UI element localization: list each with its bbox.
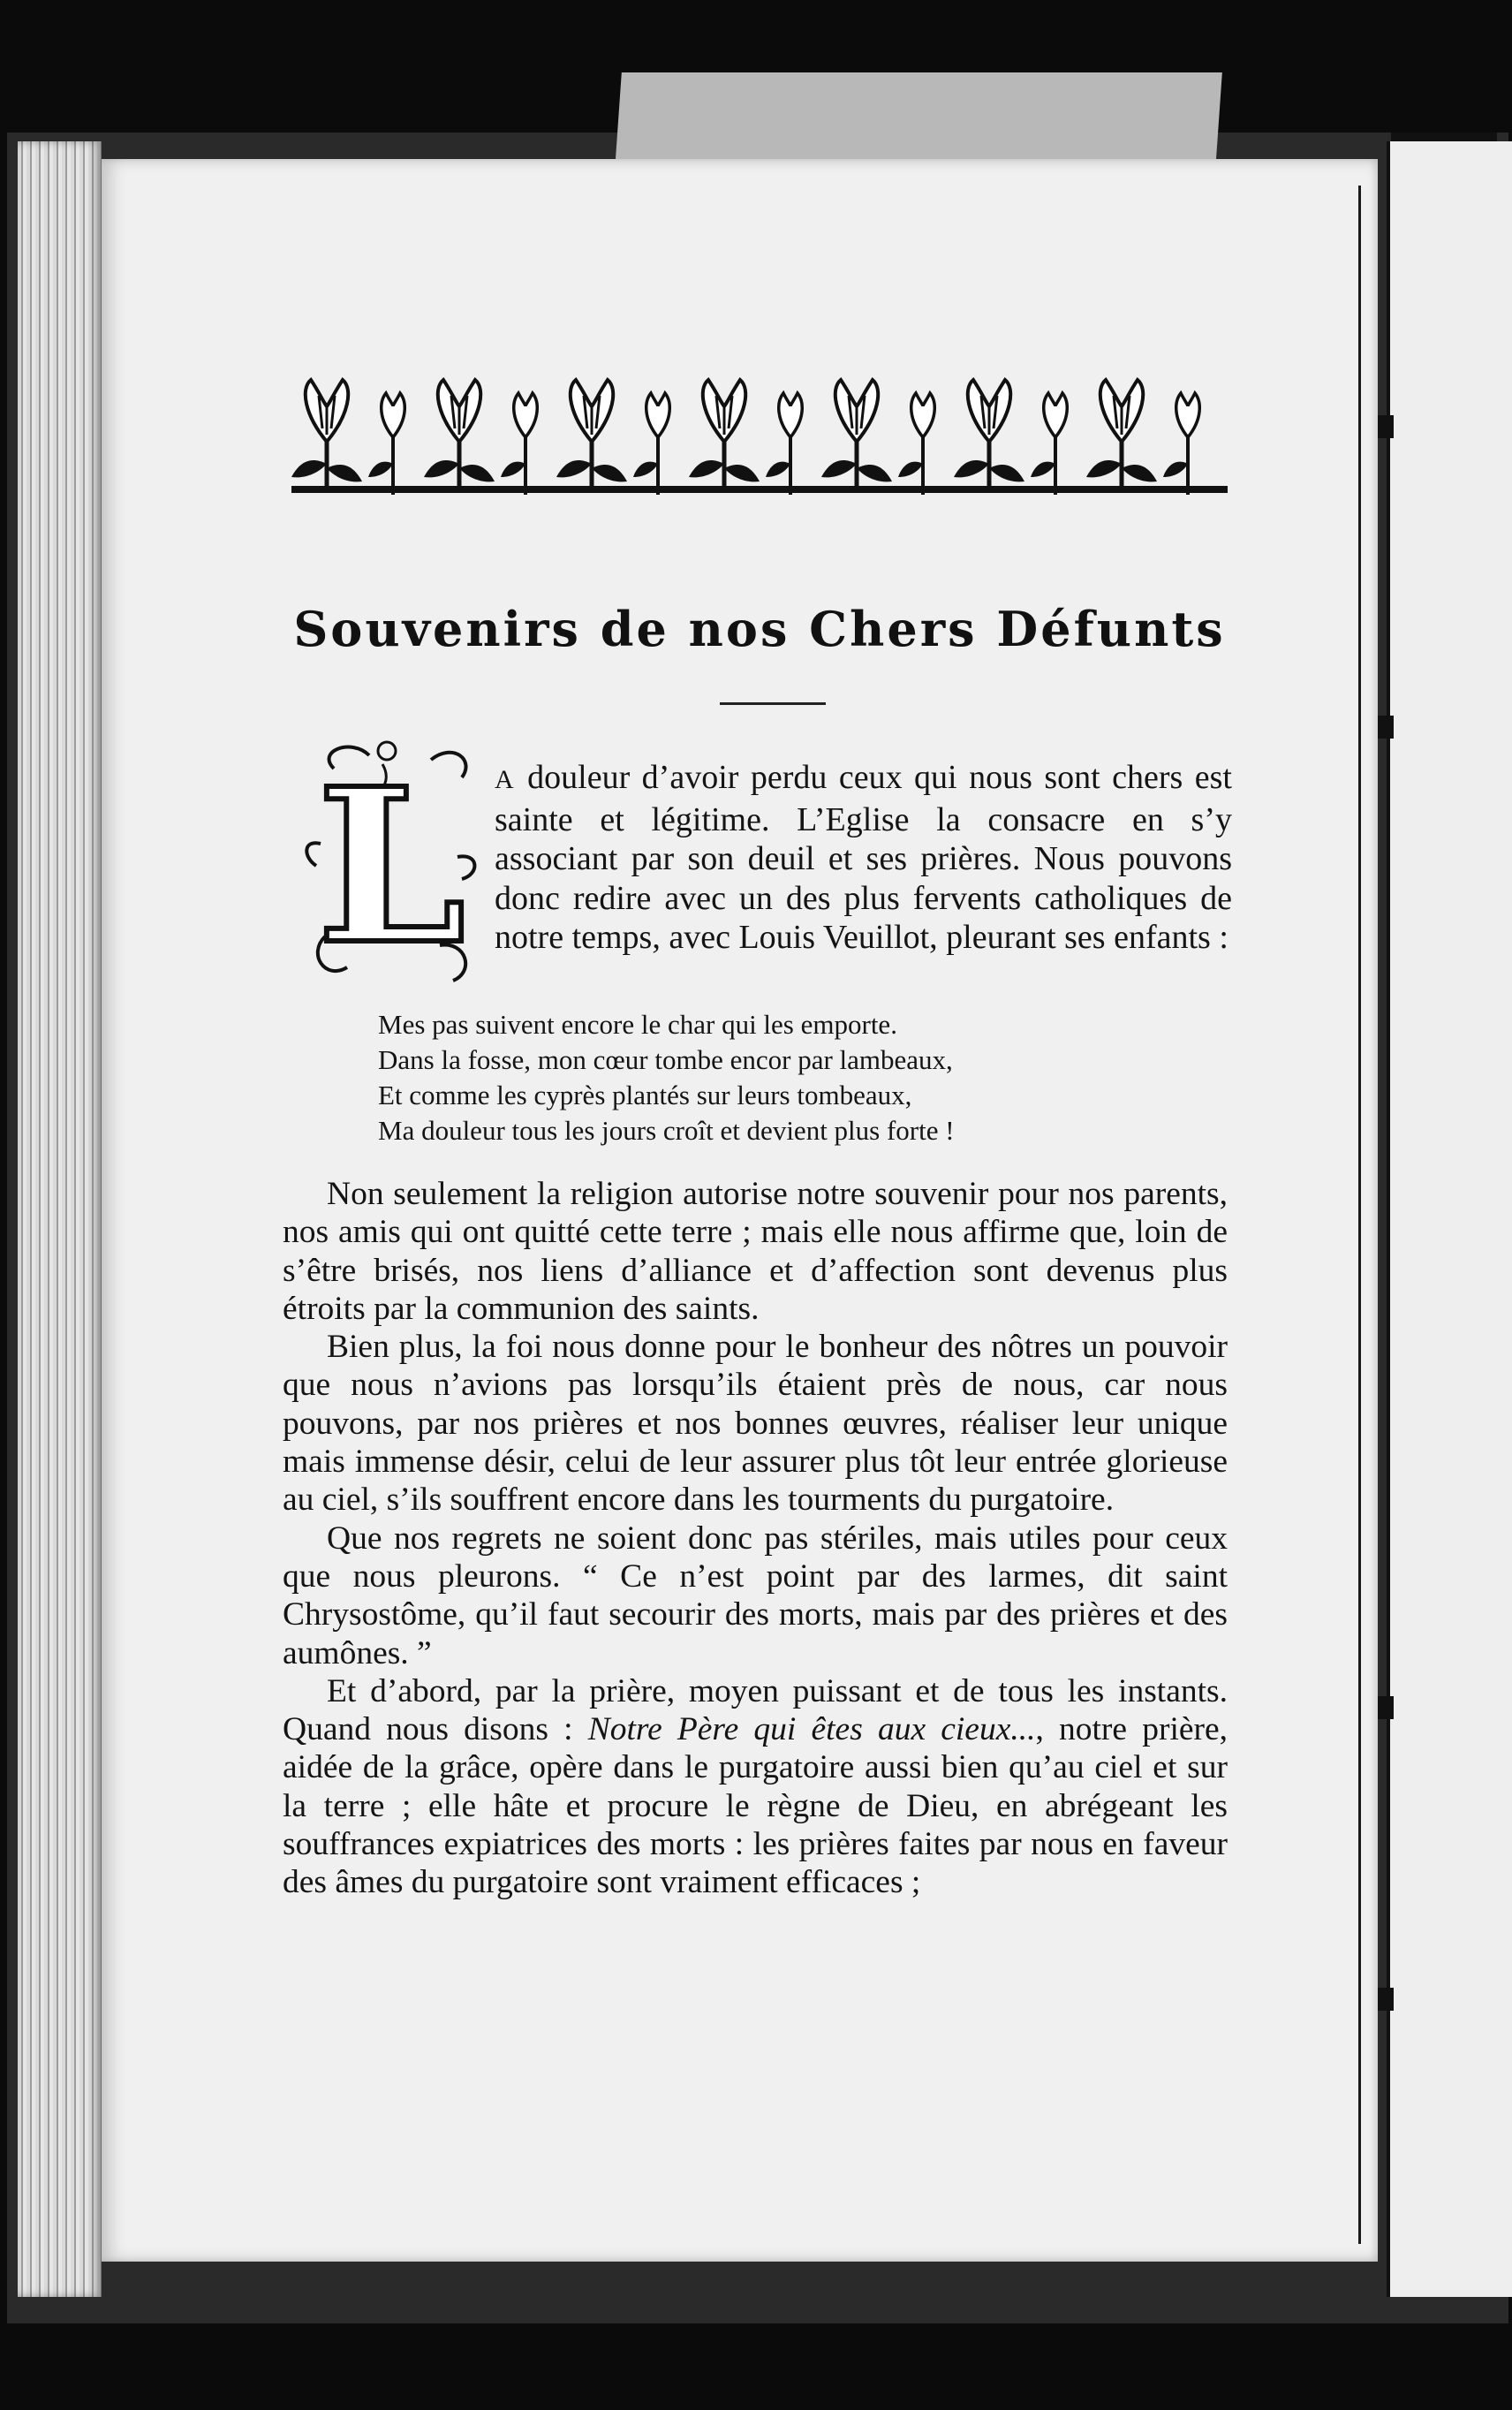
initial-letter: L [316, 742, 466, 989]
facing-page [1387, 141, 1512, 2297]
paragraph-text: Et d’abord, par la prière, moyen puissant et de tous les instants. Quand nous disons : [283, 1672, 1228, 1748]
body-text [283, 1175, 1228, 1902]
flower-motif [821, 380, 892, 486]
poem-line: Dans la fosse, mon cœur tombe encor par lambeaux, [378, 1044, 953, 1075]
intro-text: douleur d’avoir perdu ceux qui nous sont chers est sainte et légitime. L’Eglise la consacre en s’y associant par son deuil et ses prières. Nous pouvons donc redire avec un des plus fervents catholiques de notre temps, avec Louis Veuillot, pleurant ses enfants : [495, 759, 1232, 956]
page-fold-line [1358, 186, 1361, 2244]
bud-motif [501, 393, 537, 495]
page-title: Souvenirs de nos Chers Défunts [293, 601, 1226, 657]
bud-motif [898, 393, 934, 495]
flower-motif [689, 380, 760, 486]
poem-quote [378, 1007, 1191, 1148]
flower-motif [954, 380, 1024, 486]
title-divider [720, 702, 826, 705]
bud-motif [1163, 393, 1199, 495]
flower-motif [424, 380, 495, 486]
paragraph-text: , notre prière, aidée de la grâce, opère dans le purgatoire aussi bien qu’au ciel et sur la terre ; elle hâte et procure le règne de Dieu, en abrégeant les souffrances expiatrices des morts : les prières faites par nous en faveur des âmes du purgatoire sont vraiment efficaces ; [283, 1711, 1228, 1901]
bud-motif [766, 393, 802, 495]
bud-motif [1031, 393, 1067, 495]
paragraph [283, 1672, 1228, 1902]
floral-ornament-band [291, 371, 1228, 512]
intro-paragraph [495, 758, 1232, 958]
intro-lead: A [495, 765, 516, 794]
paragraph: Que nos regrets ne soient donc pas stériles, mais utiles pour ceux que nous pleurons. “ Ce n’est point par des larmes, dit saint Chrysostôme, qu’il faut secourir des morts, mais par des prières et des aumônes. ” [283, 1520, 1228, 1671]
paragraph: Bien plus, la foi nous donne pour le bonheur des nôtres un pouvoir que nous n’avions pas lorsqu’ils étaient près de nous, car nous pouvons, par nos prières et nos bonnes œuvres, réaliser leur unique mais immense désir, celui de leur assurer plus tôt leur entrée glorieuse au ciel, s’ils souffrent encore dans les tourments du purgatoire. [283, 1329, 1228, 1519]
book-top-board [615, 72, 1222, 170]
flower-motif [291, 380, 362, 486]
poem-line: Mes pas suivent encore le char qui les emporte. [378, 1009, 897, 1040]
decorated-initial [299, 733, 484, 989]
page-stack-edge [18, 141, 102, 2297]
flower-motif [1086, 380, 1157, 486]
bud-motif [368, 393, 404, 495]
poem-line: Et comme les cyprès plantés sur leurs tombeaux, [378, 1080, 912, 1110]
bud-motif [633, 393, 669, 495]
paragraph-italic: Notre Père qui êtes aux cieux... [587, 1711, 1036, 1748]
poem-line: Ma douleur tous les jours croît et devient plus forte ! [378, 1115, 955, 1146]
paragraph: Non seulement la religion autorise notre souvenir pour nos parents, nos amis qui ont quitté cette terre ; mais elle nous affirme que, loin de s’être brisés, nos liens d’alliance et d’affection sont devenus plus étroits par la communion des saints. [283, 1176, 1228, 1327]
flower-motif [556, 380, 627, 486]
